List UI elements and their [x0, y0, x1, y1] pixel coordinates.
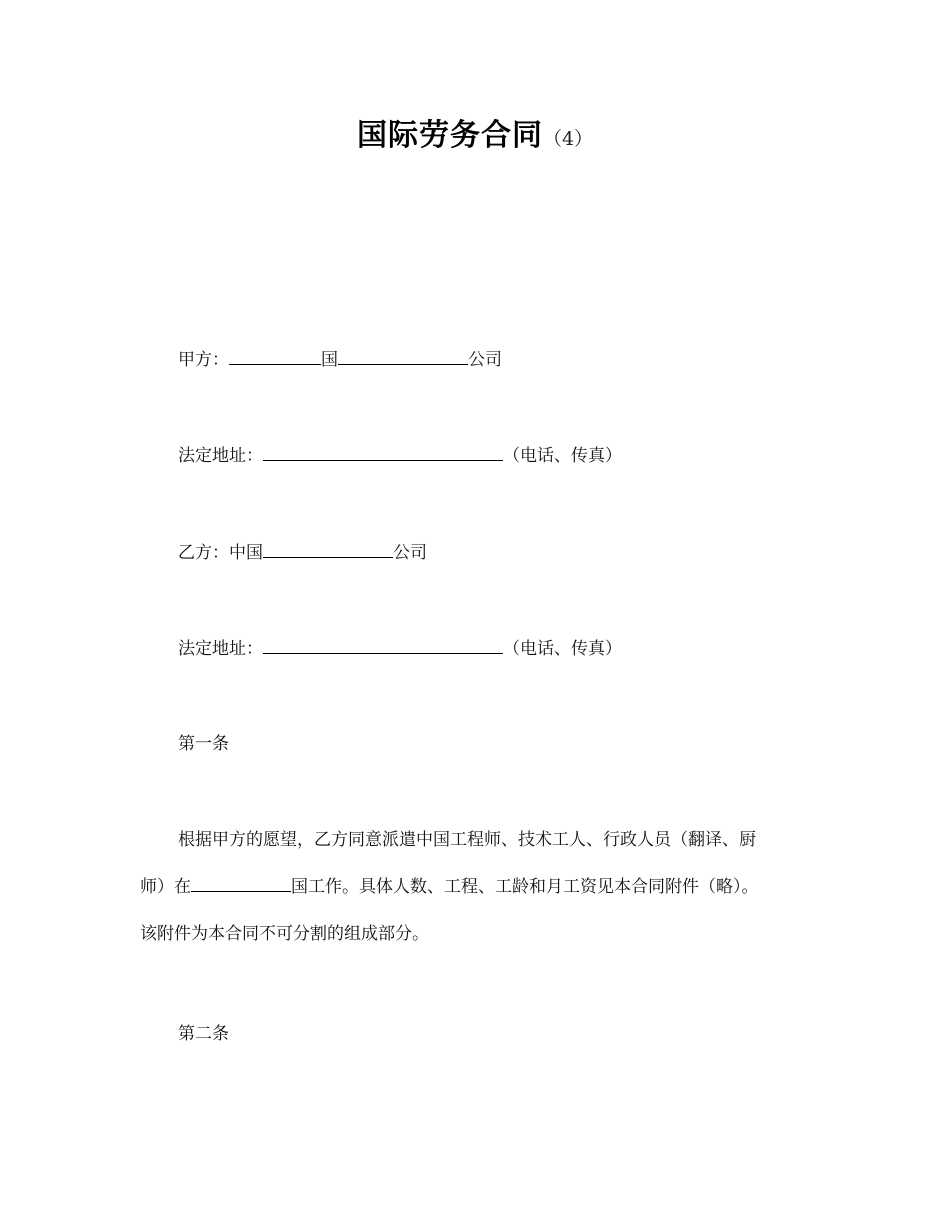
party-a-address-line	[178, 442, 622, 468]
party-b-address-line	[178, 635, 622, 661]
article-1-row-2-prefix: 师）在	[140, 877, 191, 897]
party-a-country-suffix: 国	[321, 350, 338, 370]
article-1-row-2	[140, 864, 816, 911]
article-1-heading: 第一条	[178, 734, 229, 754]
party-b-company-suffix: 公司	[393, 543, 427, 563]
party-b-address-label: 法定地址：	[178, 639, 263, 659]
article-1-row-2-suffix: 国工作。具体人数、工程、工龄和月工资见本合同附件（略）。	[291, 877, 759, 897]
title-main: 国际劳务合同	[356, 118, 543, 153]
party-b-address-blank[interactable]	[263, 635, 503, 654]
party-a-company-suffix: 公司	[468, 350, 502, 370]
party-b-line	[178, 539, 427, 565]
article-2-heading: 第二条	[178, 1024, 229, 1044]
document-title	[0, 112, 950, 164]
party-b-label: 乙方：中国	[178, 543, 263, 563]
party-a-address-label: 法定地址：	[178, 446, 263, 466]
article-1-paragraph	[140, 817, 816, 958]
party-a-address-suffix: （电话、传真）	[503, 446, 622, 466]
article-1-row-1: 根据甲方的愿望，乙方同意派遣中国工程师、技术工人、行政人员（翻译、厨	[178, 830, 756, 850]
party-a-company-blank[interactable]	[338, 346, 468, 365]
title-number: （4）	[542, 128, 594, 150]
party-a-address-blank[interactable]	[263, 442, 503, 461]
work-country-blank[interactable]	[191, 873, 291, 892]
party-a-country-blank[interactable]	[229, 346, 321, 365]
article-1-row-3: 该附件为本合同不可分割的组成部分。	[140, 924, 429, 944]
party-b-address-suffix: （电话、传真）	[503, 639, 622, 659]
party-a-line	[178, 346, 502, 372]
party-b-company-blank[interactable]	[263, 539, 393, 558]
party-a-label: 甲方：	[178, 350, 229, 370]
